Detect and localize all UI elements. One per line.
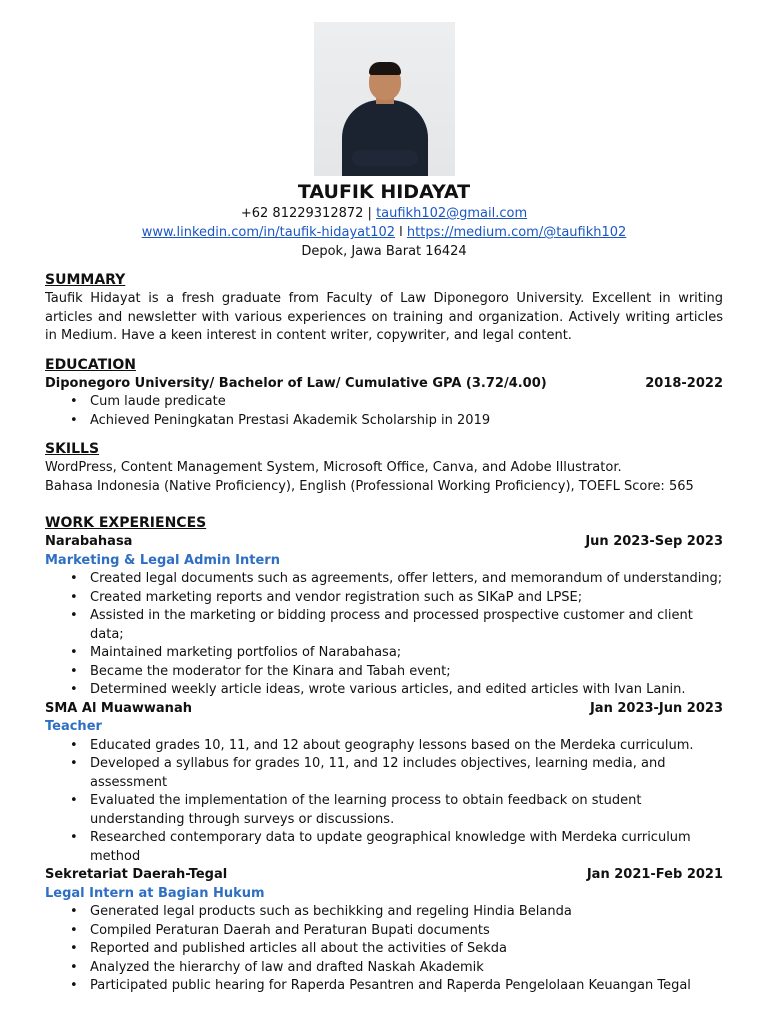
job-bullets (67, 737, 723, 867)
linkedin-link[interactable]: www.linkedin.com/in/taufik-hidayat102 (141, 225, 396, 240)
summary-section (45, 271, 723, 346)
job-header (45, 700, 723, 719)
job-dates: Jan 2021-Feb 2021 (586, 867, 723, 882)
list-item: • Maintained marketing portfolios of Narabahasa; (67, 644, 723, 663)
education-row (45, 375, 723, 394)
education-bullets (67, 393, 723, 430)
skills-line-2: Bahasa Indonesia (Native Proficiency), English (Professional Working Proficiency), TOEFL Score: 565 (45, 478, 694, 494)
education-heading: EDUCATION (45, 356, 136, 373)
contact-line (45, 204, 723, 223)
list-item: • Reported and published articles all about the activities of Sekda (67, 940, 723, 959)
links-line (45, 223, 723, 242)
job-bullets (67, 903, 723, 996)
list-item: • Researched contemporary data to update geographical knowledge with Merdeka curriculum method (67, 829, 723, 866)
list-item: • Compiled Peraturan Daerah and Peraturan Bupati documents (67, 922, 723, 941)
summary-text: Taufik Hidayat is a fresh graduate from Faculty of Law Diponegoro University. Excellent in writing articles and newsletter with various experiences on training and organization. Actively writing articles in Medium. Have a keen interest in content writer, copywriter, and legal content. (45, 291, 723, 343)
list-item: • Created legal documents such as agreements, offer letters, and memorandum of understanding; (67, 570, 723, 589)
job-org: Narabahasa (45, 534, 133, 549)
job-header (45, 533, 723, 552)
skills-line-1: WordPress, Content Management System, Microsoft Office, Canva, and Adobe Illustrator. (45, 460, 622, 475)
link-separator: l (399, 225, 403, 240)
education-school: Diponegoro University/ Bachelor of Law/ Cumulative GPA (3.72/4.00) (45, 375, 547, 391)
list-item: • Assisted in the marketing or bidding process and processed prospective customer and client data; (67, 607, 723, 644)
job-dates: Jan 2023-Jun 2023 (589, 700, 723, 716)
profile-photo (314, 22, 455, 176)
list-item: • Analyzed the hierarchy of law and drafted Naskah Akademik (67, 959, 723, 978)
list-item: • Evaluated the implementation of the learning process to obtain feedback on student understanding through surveys or discussions. (67, 792, 723, 829)
list-item: • Determined weekly article ideas, wrote various articles, and edited articles with Ivan Lanin. (67, 681, 723, 700)
medium-link[interactable]: https://medium.com/@taufikh102 (406, 225, 627, 240)
phone-text: +62 81229312872 | (240, 206, 372, 221)
job-org: SMA Al Muawwanah (45, 700, 192, 716)
list-item: • Created marketing reports and vendor registration such as SIKaP and LPSE; (67, 589, 723, 608)
list-item: • Developed a syllabus for grades 10, 11, and 12 includes objectives, learning media, and assessment (67, 755, 723, 792)
job-header (45, 866, 723, 885)
job-sma-al-muawwanah (45, 700, 723, 867)
job-narabahasa (45, 533, 723, 700)
list-item: • Participated public hearing for Raperda Pesantren and Raperda Pengelolaan Keuangan Tegal (67, 977, 723, 996)
job-role: Teacher (45, 719, 102, 734)
job-org: Sekretariat Daerah-Tegal (45, 867, 228, 882)
list-item: • Educated grades 10, 11, and 12 about geography lessons based on the Merdeka curriculum. (67, 737, 723, 756)
job-bullets (67, 570, 723, 700)
education-section (45, 356, 723, 431)
skills-heading: SKILLS (45, 441, 100, 457)
list-item: • Became the moderator for the Kinara and Tabah event; (67, 663, 723, 682)
skills-section (45, 440, 723, 496)
email-link[interactable]: taufikh102@gmail.com (376, 206, 528, 221)
candidate-name: TAUFIK HIDAYAT (297, 181, 471, 203)
job-role: Legal Intern at Bagian Hukum (45, 885, 265, 901)
job-role: Marketing & Legal Admin Intern (45, 552, 280, 568)
list-item: • Generated legal products such as bechikking and regeling Hindia Belanda (67, 903, 723, 922)
list-item: • Achieved Peningkatan Prestasi Akademik Scholarship in 2019 (67, 412, 723, 431)
list-item: • Cum laude predicate (67, 393, 723, 412)
summary-heading: SUMMARY (45, 272, 126, 288)
education-years: 2018-2022 (645, 375, 723, 391)
resume-page (45, 22, 723, 996)
job-sekretariat-daerah-tegal (45, 866, 723, 996)
work-section (45, 514, 723, 996)
job-dates: Jun 2023-Sep 2023 (585, 534, 723, 549)
location-text: Depok, Jawa Barat 16424 (301, 244, 467, 259)
work-heading: WORK EXPERIENCES (45, 515, 207, 531)
